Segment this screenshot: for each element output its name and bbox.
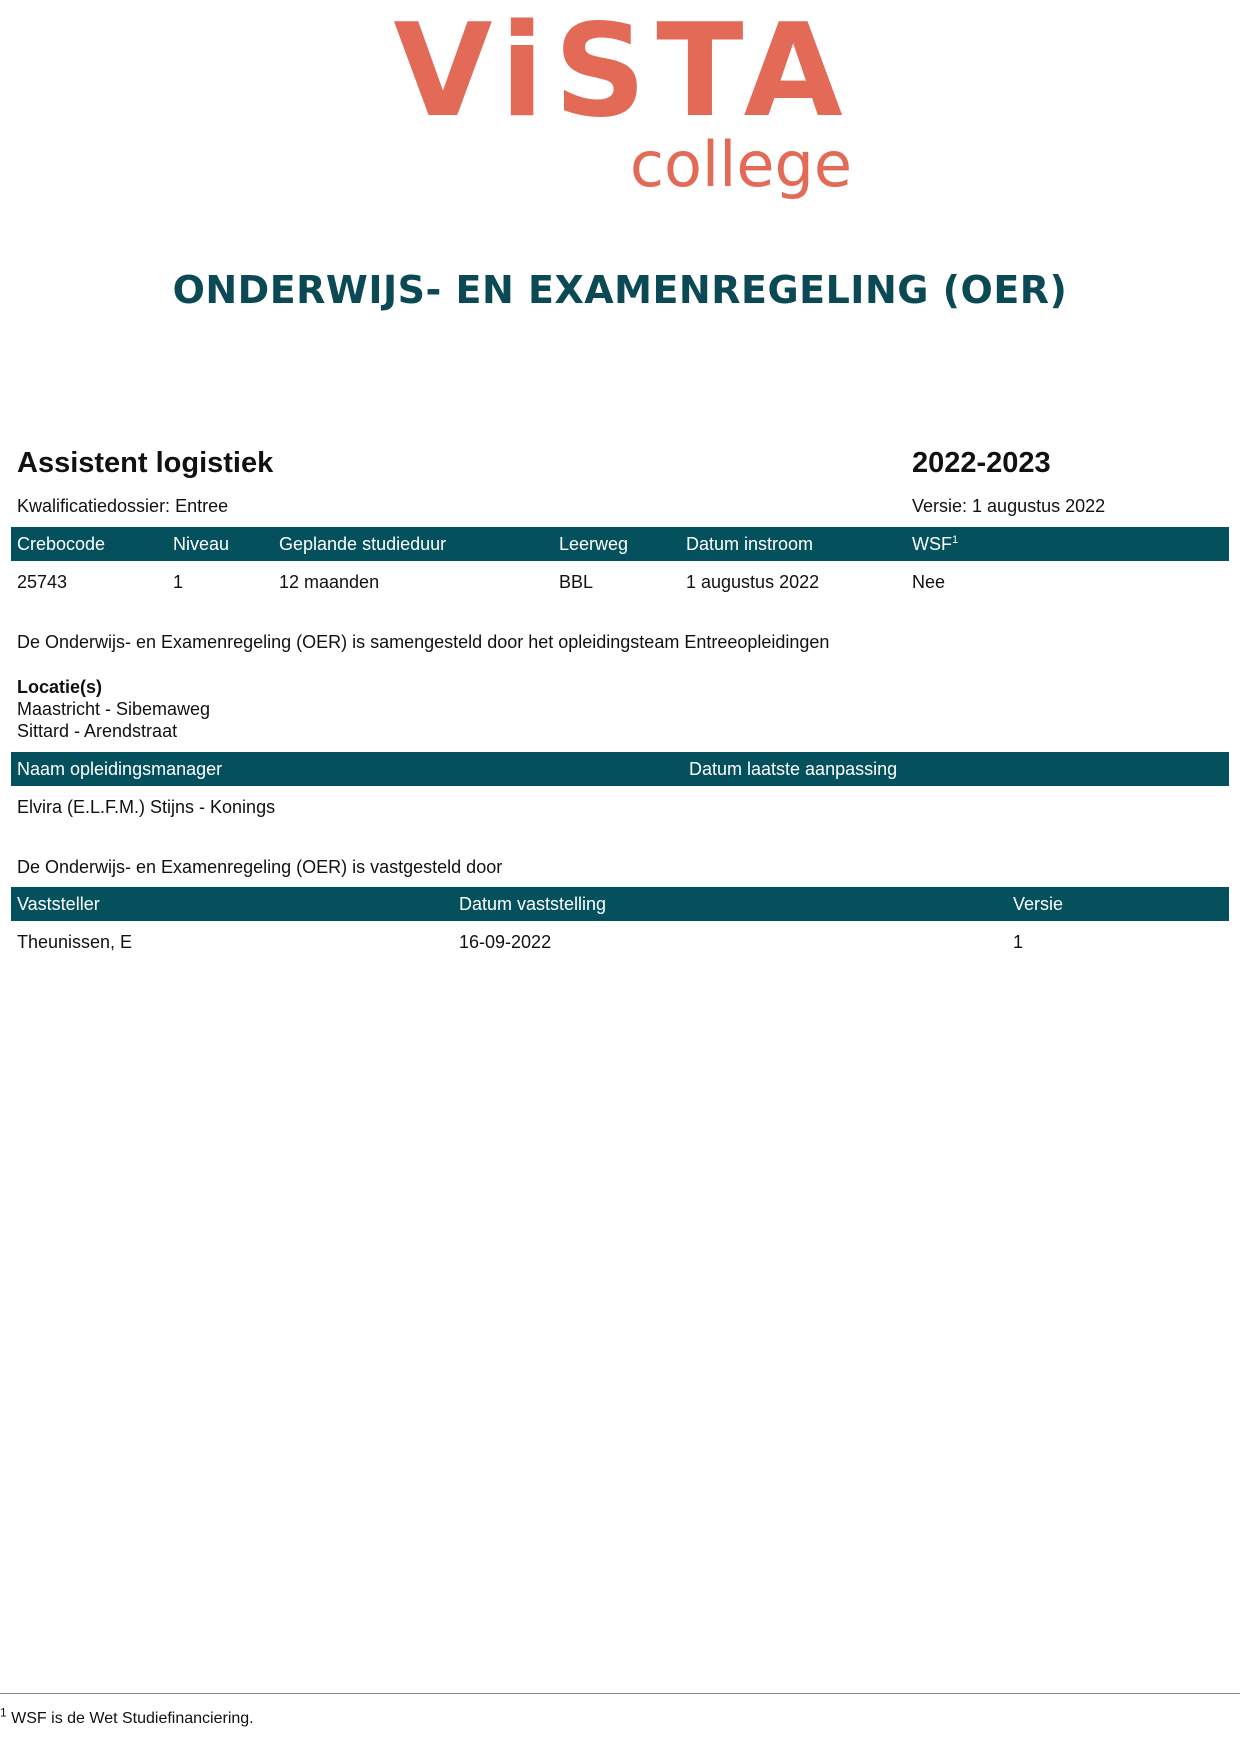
header-laatste-aanpassing: Datum laatste aanpassing [689, 759, 898, 779]
details-table-row [11, 565, 1229, 599]
header-studieduur: Geplande studieduur [279, 534, 447, 554]
header-versie: Versie [1013, 894, 1064, 914]
header-opleidingsmanager: Naam opleidingsmanager [17, 759, 223, 779]
header-datum-vaststelling: Datum vaststelling [459, 894, 607, 914]
cell-leerweg: BBL [559, 572, 594, 592]
header-wsf [912, 534, 958, 555]
footnote-text: WSF is de Wet Studiefinanciering. [11, 1710, 254, 1727]
document-version: Versie: 1 augustus 2022 [912, 496, 1106, 516]
established-table-header [11, 887, 1229, 921]
header-leerweg: Leerweg [559, 534, 629, 554]
manager-table-row [11, 790, 1229, 824]
details-table-header [11, 527, 1229, 561]
qualification-dossier: Kwalificatiedossier: Entree [17, 496, 229, 516]
cell-niveau: 1 [173, 572, 184, 592]
cell-vaststeller: Theunissen, E [17, 932, 133, 952]
header-wsf-label: WSF [912, 534, 952, 554]
vista-college-logo [368, 0, 878, 205]
program-name: Assistent logistiek [17, 447, 274, 479]
logo-subtext: college [629, 128, 852, 201]
footnote [0, 1705, 254, 1728]
locations-label: Locatie(s) [17, 677, 103, 697]
footnote-mark: 1 [0, 1705, 7, 1720]
cell-wsf: Nee [912, 572, 946, 592]
location-item: Sittard - Arendstraat [17, 721, 178, 741]
cell-manager-name: Elvira (E.L.F.M.) Stijns - Konings [17, 797, 276, 817]
cell-datum-instroom: 1 augustus 2022 [686, 572, 820, 592]
academic-year: 2022-2023 [912, 447, 1051, 479]
header-datum-instroom: Datum instroom [686, 534, 814, 554]
cell-versie: 1 [1013, 932, 1024, 952]
established-table-row [11, 925, 1229, 959]
logo-wordmark: ViSTA [393, 0, 853, 146]
wsf-footnote-mark: 1 [952, 534, 959, 546]
manager-table-header [11, 752, 1229, 786]
cell-datum-vaststelling: 16-09-2022 [459, 932, 552, 952]
header-vaststeller: Vaststeller [17, 894, 100, 914]
cell-crebocode: 25743 [17, 572, 68, 592]
document-title: ONDERWIJS- EN EXAMENREGELING (OER) [172, 268, 1068, 312]
established-by-text: De Onderwijs- en Examenregeling (OER) is vastgesteld door [17, 857, 503, 877]
header-crebocode: Crebocode [17, 534, 106, 554]
composed-by-text: De Onderwijs- en Examenregeling (OER) is samengesteld door het opleidingsteam Entreeopleidingen [17, 632, 830, 652]
location-item: Maastricht - Sibemaweg [17, 699, 211, 719]
footnote-divider [0, 1693, 1240, 1694]
cell-studieduur: 12 maanden [279, 572, 380, 592]
header-niveau: Niveau [173, 534, 230, 554]
